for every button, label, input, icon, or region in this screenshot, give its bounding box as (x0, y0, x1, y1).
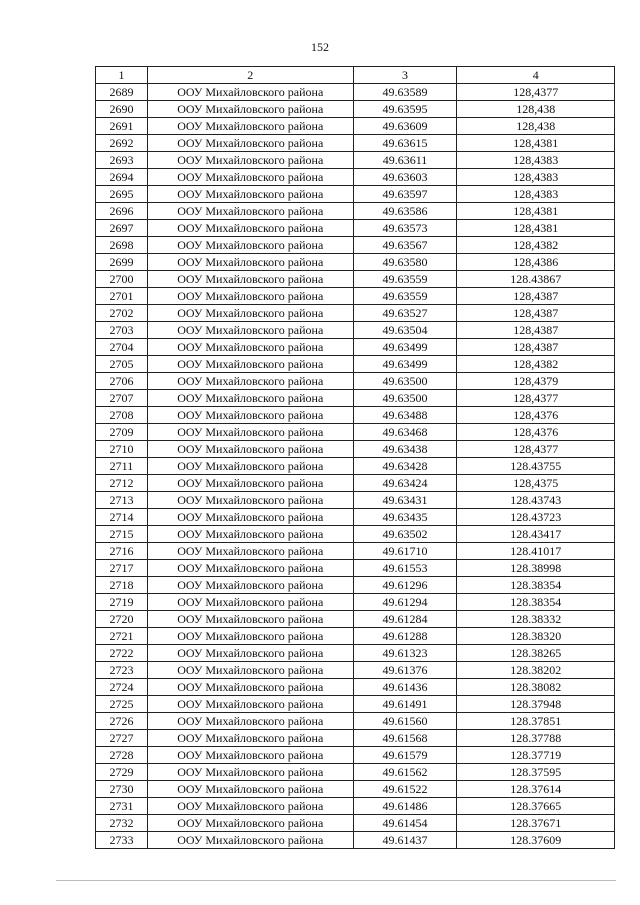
latitude-cell: 49.63504 (353, 322, 457, 339)
organization-name-cell: ООУ Михайловского района (147, 407, 353, 424)
table-header (96, 67, 615, 84)
table-row (96, 441, 615, 458)
row-number-cell: 2693 (96, 152, 148, 169)
organization-name-cell: ООУ Михайловского района (147, 84, 353, 101)
latitude-cell: 49.63573 (353, 220, 457, 237)
row-number-cell: 2695 (96, 186, 148, 203)
organization-name-cell: ООУ Михайловского района (147, 152, 353, 169)
organization-name-cell: ООУ Михайловского района (147, 492, 353, 509)
table-row (96, 662, 615, 679)
row-number-cell: 2694 (96, 169, 148, 186)
row-number-cell: 2727 (96, 730, 148, 747)
longitude-cell: 128.43723 (457, 509, 615, 526)
row-number-cell: 2722 (96, 645, 148, 662)
latitude-cell: 49.63615 (353, 135, 457, 152)
row-number-cell: 2720 (96, 611, 148, 628)
longitude-cell: 128.43417 (457, 526, 615, 543)
latitude-cell: 49.63431 (353, 492, 457, 509)
organization-name-cell: ООУ Михайловского района (147, 747, 353, 764)
longitude-cell: 128.37788 (457, 730, 615, 747)
table-row (96, 271, 615, 288)
longitude-cell: 128,4382 (457, 237, 615, 254)
table-row (96, 373, 615, 390)
table-row (96, 577, 615, 594)
organization-name-cell: ООУ Михайловского района (147, 526, 353, 543)
organization-name-cell: ООУ Михайловского района (147, 475, 353, 492)
page-bottom-rule (56, 880, 616, 881)
row-number-cell: 2703 (96, 322, 148, 339)
row-number-cell: 2710 (96, 441, 148, 458)
table-row (96, 730, 615, 747)
organization-name-cell: ООУ Михайловского района (147, 543, 353, 560)
longitude-cell: 128,4383 (457, 152, 615, 169)
latitude-cell: 49.63500 (353, 373, 457, 390)
latitude-cell: 49.61294 (353, 594, 457, 611)
organization-name-cell: ООУ Михайловского района (147, 237, 353, 254)
table-row (96, 305, 615, 322)
longitude-cell: 128.38082 (457, 679, 615, 696)
longitude-cell: 128.43867 (457, 271, 615, 288)
table-row (96, 781, 615, 798)
longitude-cell: 128.38354 (457, 594, 615, 611)
latitude-cell: 49.63595 (353, 101, 457, 118)
row-number-cell: 2699 (96, 254, 148, 271)
longitude-cell: 128,4375 (457, 475, 615, 492)
longitude-cell: 128.37665 (457, 798, 615, 815)
row-number-cell: 2692 (96, 135, 148, 152)
row-number-cell: 2708 (96, 407, 148, 424)
row-number-cell: 2701 (96, 288, 148, 305)
latitude-cell: 49.63424 (353, 475, 457, 492)
table-row (96, 322, 615, 339)
page-number: 152 (311, 40, 329, 54)
longitude-cell: 128.43743 (457, 492, 615, 509)
longitude-cell: 128.38332 (457, 611, 615, 628)
longitude-cell: 128,438 (457, 101, 615, 118)
longitude-cell: 128,4387 (457, 322, 615, 339)
organization-name-cell: ООУ Михайловского района (147, 169, 353, 186)
latitude-cell: 49.61486 (353, 798, 457, 815)
table-row (96, 526, 615, 543)
table-row (96, 203, 615, 220)
organization-name-cell: ООУ Михайловского района (147, 628, 353, 645)
longitude-cell: 128.37851 (457, 713, 615, 730)
table-row (96, 611, 615, 628)
row-number-cell: 2724 (96, 679, 148, 696)
longitude-cell: 128,4377 (457, 84, 615, 101)
longitude-cell: 128,4381 (457, 220, 615, 237)
table-body (96, 84, 615, 849)
row-number-cell: 2718 (96, 577, 148, 594)
table-row (96, 713, 615, 730)
table-row (96, 356, 615, 373)
organization-name-cell: ООУ Михайловского района (147, 679, 353, 696)
latitude-cell: 49.61288 (353, 628, 457, 645)
organization-name-cell: ООУ Михайловского района (147, 322, 353, 339)
latitude-cell: 49.63499 (353, 356, 457, 373)
latitude-cell: 49.63609 (353, 118, 457, 135)
organization-name-cell: ООУ Михайловского района (147, 611, 353, 628)
table-row (96, 492, 615, 509)
organization-name-cell: ООУ Михайловского района (147, 560, 353, 577)
row-number-cell: 2691 (96, 118, 148, 135)
row-number-cell: 2732 (96, 815, 148, 832)
organization-name-cell: ООУ Михайловского района (147, 458, 353, 475)
latitude-cell: 49.63527 (353, 305, 457, 322)
row-number-cell: 2697 (96, 220, 148, 237)
organization-name-cell: ООУ Михайловского района (147, 305, 353, 322)
table-row (96, 84, 615, 101)
table-row (96, 628, 615, 645)
organization-name-cell: ООУ Михайловского района (147, 696, 353, 713)
latitude-cell: 49.61579 (353, 747, 457, 764)
latitude-cell: 49.61710 (353, 543, 457, 560)
latitude-cell: 49.63611 (353, 152, 457, 169)
table-row (96, 254, 615, 271)
longitude-cell: 128,4387 (457, 339, 615, 356)
header-col-4: 4 (457, 67, 615, 84)
organization-name-cell: ООУ Михайловского района (147, 356, 353, 373)
latitude-cell: 49.63499 (353, 339, 457, 356)
row-number-cell: 2707 (96, 390, 148, 407)
row-number-cell: 2733 (96, 832, 148, 849)
organization-name-cell: ООУ Михайловского района (147, 730, 353, 747)
longitude-cell: 128,4377 (457, 390, 615, 407)
longitude-cell: 128.38354 (457, 577, 615, 594)
organization-name-cell: ООУ Михайловского района (147, 594, 353, 611)
table-row (96, 798, 615, 815)
row-number-cell: 2696 (96, 203, 148, 220)
table-row (96, 424, 615, 441)
latitude-cell: 49.63559 (353, 271, 457, 288)
longitude-cell: 128.38998 (457, 560, 615, 577)
table-row (96, 543, 615, 560)
table-row (96, 118, 615, 135)
table-row (96, 560, 615, 577)
organization-name-cell: ООУ Михайловского района (147, 424, 353, 441)
latitude-cell: 49.61437 (353, 832, 457, 849)
longitude-cell: 128.37948 (457, 696, 615, 713)
row-number-cell: 2725 (96, 696, 148, 713)
latitude-cell: 49.63488 (353, 407, 457, 424)
row-number-cell: 2700 (96, 271, 148, 288)
row-number-cell: 2731 (96, 798, 148, 815)
latitude-cell: 49.63468 (353, 424, 457, 441)
organization-name-cell: ООУ Михайловского района (147, 764, 353, 781)
table-row (96, 594, 615, 611)
header-row (96, 67, 615, 84)
longitude-cell: 128.37609 (457, 832, 615, 849)
row-number-cell: 2698 (96, 237, 148, 254)
longitude-cell: 128.38320 (457, 628, 615, 645)
organization-name-cell: ООУ Михайловского района (147, 815, 353, 832)
table-row (96, 764, 615, 781)
organization-name-cell: ООУ Михайловского района (147, 798, 353, 815)
table-row (96, 815, 615, 832)
latitude-cell: 49.61560 (353, 713, 457, 730)
row-number-cell: 2706 (96, 373, 148, 390)
longitude-cell: 128.37719 (457, 747, 615, 764)
table-row (96, 152, 615, 169)
organization-name-cell: ООУ Михайловского района (147, 101, 353, 118)
longitude-cell: 128,4382 (457, 356, 615, 373)
row-number-cell: 2717 (96, 560, 148, 577)
longitude-cell: 128.43755 (457, 458, 615, 475)
organization-name-cell: ООУ Михайловского района (147, 118, 353, 135)
row-number-cell: 2711 (96, 458, 148, 475)
table-row (96, 475, 615, 492)
table-row (96, 679, 615, 696)
organization-name-cell: ООУ Михайловского района (147, 339, 353, 356)
latitude-cell: 49.61323 (353, 645, 457, 662)
longitude-cell: 128.37614 (457, 781, 615, 798)
row-number-cell: 2716 (96, 543, 148, 560)
latitude-cell: 49.63597 (353, 186, 457, 203)
latitude-cell: 49.63586 (353, 203, 457, 220)
table-row (96, 186, 615, 203)
table-row (96, 458, 615, 475)
row-number-cell: 2709 (96, 424, 148, 441)
latitude-cell: 49.61436 (353, 679, 457, 696)
latitude-cell: 49.61376 (353, 662, 457, 679)
organization-name-cell: ООУ Михайловского района (147, 186, 353, 203)
row-number-cell: 2728 (96, 747, 148, 764)
latitude-cell: 49.63500 (353, 390, 457, 407)
longitude-cell: 128,4381 (457, 203, 615, 220)
table-row (96, 645, 615, 662)
latitude-cell: 49.61562 (353, 764, 457, 781)
latitude-cell: 49.63559 (353, 288, 457, 305)
table-row (96, 390, 615, 407)
coordinates-table (95, 66, 615, 849)
row-number-cell: 2712 (96, 475, 148, 492)
organization-name-cell: ООУ Михайловского района (147, 373, 353, 390)
organization-name-cell: ООУ Михайловского района (147, 832, 353, 849)
table-row (96, 696, 615, 713)
table-row (96, 288, 615, 305)
row-number-cell: 2690 (96, 101, 148, 118)
organization-name-cell: ООУ Михайловского района (147, 288, 353, 305)
row-number-cell: 2704 (96, 339, 148, 356)
row-number-cell: 2726 (96, 713, 148, 730)
table-row (96, 339, 615, 356)
header-col-3: 3 (353, 67, 457, 84)
latitude-cell: 49.63589 (353, 84, 457, 101)
row-number-cell: 2702 (96, 305, 148, 322)
organization-name-cell: ООУ Михайловского района (147, 220, 353, 237)
longitude-cell: 128,4377 (457, 441, 615, 458)
organization-name-cell: ООУ Михайловского района (147, 135, 353, 152)
latitude-cell: 49.63567 (353, 237, 457, 254)
latitude-cell: 49.61296 (353, 577, 457, 594)
longitude-cell: 128,4379 (457, 373, 615, 390)
table-row (96, 220, 615, 237)
longitude-cell: 128,4387 (457, 288, 615, 305)
latitude-cell: 49.61553 (353, 560, 457, 577)
longitude-cell: 128,438 (457, 118, 615, 135)
longitude-cell: 128.38265 (457, 645, 615, 662)
row-number-cell: 2689 (96, 84, 148, 101)
table-row (96, 169, 615, 186)
organization-name-cell: ООУ Михайловского района (147, 645, 353, 662)
header-col-2: 2 (147, 67, 353, 84)
longitude-cell: 128,4383 (457, 169, 615, 186)
latitude-cell: 49.61491 (353, 696, 457, 713)
table-row (96, 135, 615, 152)
longitude-cell: 128,4383 (457, 186, 615, 203)
longitude-cell: 128,4376 (457, 407, 615, 424)
latitude-cell: 49.63580 (353, 254, 457, 271)
organization-name-cell: ООУ Михайловского района (147, 203, 353, 220)
table-row (96, 407, 615, 424)
organization-name-cell: ООУ Михайловского района (147, 509, 353, 526)
latitude-cell: 49.63502 (353, 526, 457, 543)
latitude-cell: 49.63435 (353, 509, 457, 526)
organization-name-cell: ООУ Михайловского района (147, 713, 353, 730)
latitude-cell: 49.63438 (353, 441, 457, 458)
row-number-cell: 2713 (96, 492, 148, 509)
row-number-cell: 2723 (96, 662, 148, 679)
longitude-cell: 128,4381 (457, 135, 615, 152)
organization-name-cell: ООУ Михайловского района (147, 390, 353, 407)
longitude-cell: 128,4386 (457, 254, 615, 271)
table-row (96, 101, 615, 118)
table-row (96, 747, 615, 764)
latitude-cell: 49.61522 (353, 781, 457, 798)
latitude-cell: 49.61454 (353, 815, 457, 832)
row-number-cell: 2721 (96, 628, 148, 645)
header-col-1: 1 (96, 67, 148, 84)
longitude-cell: 128,4387 (457, 305, 615, 322)
row-number-cell: 2715 (96, 526, 148, 543)
latitude-cell: 49.61568 (353, 730, 457, 747)
table-row (96, 509, 615, 526)
table-row (96, 832, 615, 849)
longitude-cell: 128.37595 (457, 764, 615, 781)
latitude-cell: 49.63428 (353, 458, 457, 475)
row-number-cell: 2730 (96, 781, 148, 798)
latitude-cell: 49.61284 (353, 611, 457, 628)
row-number-cell: 2705 (96, 356, 148, 373)
longitude-cell: 128.41017 (457, 543, 615, 560)
row-number-cell: 2714 (96, 509, 148, 526)
organization-name-cell: ООУ Михайловского района (147, 271, 353, 288)
row-number-cell: 2719 (96, 594, 148, 611)
organization-name-cell: ООУ Михайловского района (147, 254, 353, 271)
longitude-cell: 128,4376 (457, 424, 615, 441)
organization-name-cell: ООУ Михайловского района (147, 662, 353, 679)
table-row (96, 237, 615, 254)
organization-name-cell: ООУ Михайловского района (147, 577, 353, 594)
longitude-cell: 128.38202 (457, 662, 615, 679)
row-number-cell: 2729 (96, 764, 148, 781)
organization-name-cell: ООУ Михайловского района (147, 441, 353, 458)
longitude-cell: 128.37671 (457, 815, 615, 832)
organization-name-cell: ООУ Михайловского района (147, 781, 353, 798)
latitude-cell: 49.63603 (353, 169, 457, 186)
